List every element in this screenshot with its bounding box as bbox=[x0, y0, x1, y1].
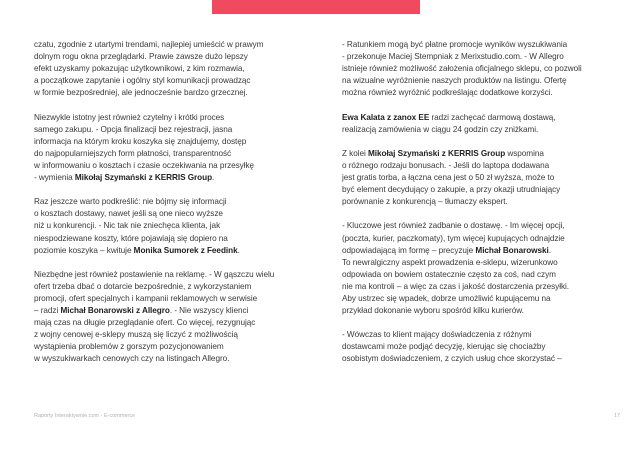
text-line: o kosztach dostawy, nawet jeśli są one nieco wyższe bbox=[34, 209, 223, 219]
text-line: odpowiada on bowiem ostatecznie często za coś, nad czym bbox=[342, 269, 556, 279]
text-line: mają czas na długie przeglądanie ofert. Co więcej, rezygnując bbox=[34, 318, 256, 328]
expert-name: Monika Sumorek z Feedink bbox=[133, 245, 238, 255]
text-line bbox=[34, 172, 296, 184]
text-line: To newralgiczny aspekt prowadzenia e-sklepu, wizerunkowo bbox=[342, 257, 558, 267]
text-line: dostawcami może podjąć decyzję, kierując się chociażby bbox=[342, 342, 546, 352]
text-line: jest gratis torba, a łączna cena jest o 50 zł wyższa, może to bbox=[342, 173, 555, 183]
text-run: . - Nie wszyscy klienci bbox=[169, 306, 249, 316]
text-line: Niezwykle istotny jest również czytelny i krótki proces bbox=[34, 112, 225, 122]
text-line: - Ratunkiem mogą być płatne promocje wyników wyszukiwania bbox=[342, 40, 568, 49]
text-line: Aby ustrzec się wpadek, dobrze umożliwić kupującemu na bbox=[342, 293, 551, 303]
text-line: - Kluczowe jest również zadbanie o dostawę. - Im więcej opcji, bbox=[342, 221, 565, 231]
text-line: w formie bezpośredniej, ale jednocześnie bardzo grzecznej. bbox=[34, 88, 248, 98]
text-line: efekt uzyskamy pokazując użytkownikowi, z kim rozmawia, bbox=[34, 64, 245, 74]
text-line bbox=[342, 245, 604, 257]
text-line: samego zakupu. - Opcja finalizacji bez rejestracji, jasna bbox=[34, 124, 233, 134]
expert-name: Mikołaj Szymański z KERRIS Group bbox=[368, 148, 506, 158]
top-accent-bar bbox=[212, 0, 420, 14]
right-paragraph-1 bbox=[342, 39, 604, 99]
text-line: o różnego rodzaju bonusach. - Jeśli do laptopa dodawana bbox=[342, 160, 550, 170]
left-paragraph-4 bbox=[34, 269, 296, 366]
text-run: wspomina bbox=[505, 148, 544, 158]
text-run: – radzi bbox=[34, 306, 61, 316]
text-line: Raz jeszcze warto podkreślić: nie bójmy się informacji bbox=[34, 197, 227, 207]
text-line: Niezbędne jest również postawienie na reklamę. - W gąszczu wielu bbox=[34, 269, 275, 279]
text-line: na wizualne wyróżnienie naszych produktów na listingu. Ofertę bbox=[342, 76, 567, 86]
text-line bbox=[34, 305, 296, 317]
left-paragraph-2 bbox=[34, 112, 296, 185]
footer-source: Raporty Interaktywnie.com - E-commerce bbox=[34, 413, 136, 419]
page-number: 17 bbox=[614, 413, 621, 419]
text-line bbox=[342, 112, 604, 124]
left-paragraph-3 bbox=[34, 196, 296, 256]
text-line: być element decydujący o zakupie, a przy okazji utrudniający bbox=[342, 185, 561, 195]
text-line: czatu, zgodnie z utartymi trendami, najlepiej umieścić w prawym bbox=[34, 40, 264, 49]
right-paragraph-5 bbox=[342, 329, 604, 365]
text-line: przykład dokonanie wyboru spośród kilku kurierów. bbox=[342, 306, 524, 316]
text-line: wystąpienia problemów z gorszym pozycjonowaniem bbox=[34, 342, 224, 352]
text-run: . bbox=[212, 173, 215, 183]
expert-name: Ewa Kalata z zanox EE bbox=[342, 112, 430, 122]
right-paragraph-2 bbox=[342, 112, 604, 136]
text-line: dolnym rogu okna przeglądarki. Prawie zawsze dużo lepszy bbox=[34, 52, 248, 62]
text-line bbox=[34, 245, 296, 257]
text-line: informacja na którym kroku koszyka się znajdujemy, dostęp bbox=[34, 136, 247, 146]
text-line: w wyszukiwarkach cenowych czy na listingach Allegro. bbox=[34, 354, 230, 364]
expert-name: Michał Bonarowski bbox=[475, 245, 549, 255]
left-column bbox=[34, 39, 296, 378]
text-line: realizacją zamówienia w ciągu 24 godzin czy zniżkami. bbox=[342, 124, 539, 134]
text-run: . bbox=[548, 245, 551, 255]
text-line: niespodziewane koszty, które pojawiają się dopiero na bbox=[34, 233, 228, 243]
text-line: w informowaniu o kosztach i czasie oczekiwania na przesyłkę bbox=[34, 160, 255, 170]
text-line: (poczta, kurier, paczkomaty), tym więcej kupujących odnajdzie bbox=[342, 233, 565, 243]
left-paragraph-1 bbox=[34, 39, 296, 99]
text-line: można również wyróżnić podkreślając dodatkowe korzyści. bbox=[342, 88, 553, 98]
text-line: promocji, ofert specjalnych i kampanii reklamowych w serwisie bbox=[34, 293, 258, 303]
text-line bbox=[342, 148, 604, 160]
text-run: odpowiadającą im formę – precyzuje bbox=[342, 245, 476, 255]
right-paragraph-4 bbox=[342, 220, 604, 317]
text-line: porównanie z konkurencją – tłumaczy ekspert. bbox=[342, 197, 508, 207]
expert-name: Mikołaj Szymański z KERRIS Group bbox=[74, 173, 213, 183]
text-line: ofert trzeba dbać o dotarcie bezpośrednie, z wykorzystaniem bbox=[34, 281, 252, 291]
text-line: do najpopularniejszych form płatności, transparentność bbox=[34, 148, 232, 158]
text-line: osobistym doświadczeniem, z czyich usług chce skorzystać – bbox=[342, 354, 562, 364]
text-line: istnieje również możliwość założenia oficjalnego sklepu, co pozwoli bbox=[342, 64, 582, 74]
text-line: nie ma kontroli – a więc za czas i jakość dostarczenia przesyłki. bbox=[342, 281, 570, 291]
text-line: - Wówczas to klient mający doświadczenia z różnymi bbox=[342, 330, 532, 340]
text-run: radzi zachęcać darmową dostawą, bbox=[429, 112, 556, 122]
text-run: - wymienia bbox=[34, 173, 75, 183]
text-run: poziomie koszyka – kwituje bbox=[34, 245, 134, 255]
right-paragraph-3 bbox=[342, 148, 604, 208]
text-line: z wojny cenowej e-sklepy muszą się liczyć z możliwością bbox=[34, 330, 238, 340]
text-run: Z kolei bbox=[342, 148, 368, 158]
text-line: a początkowe zapytanie i ogólny styl komunikacji prowadząc bbox=[34, 76, 251, 86]
right-column bbox=[342, 39, 604, 378]
text-line: niż u konkurencji. - Nic tak nie zniechęca klienta, jak bbox=[34, 221, 221, 231]
expert-name: Michał Bonarowski z Allegro bbox=[60, 306, 170, 316]
text-line: - przekonuje Maciej Stempniak z Merixstudio.com. - W Allegro bbox=[342, 52, 564, 62]
text-run: . bbox=[237, 245, 240, 255]
